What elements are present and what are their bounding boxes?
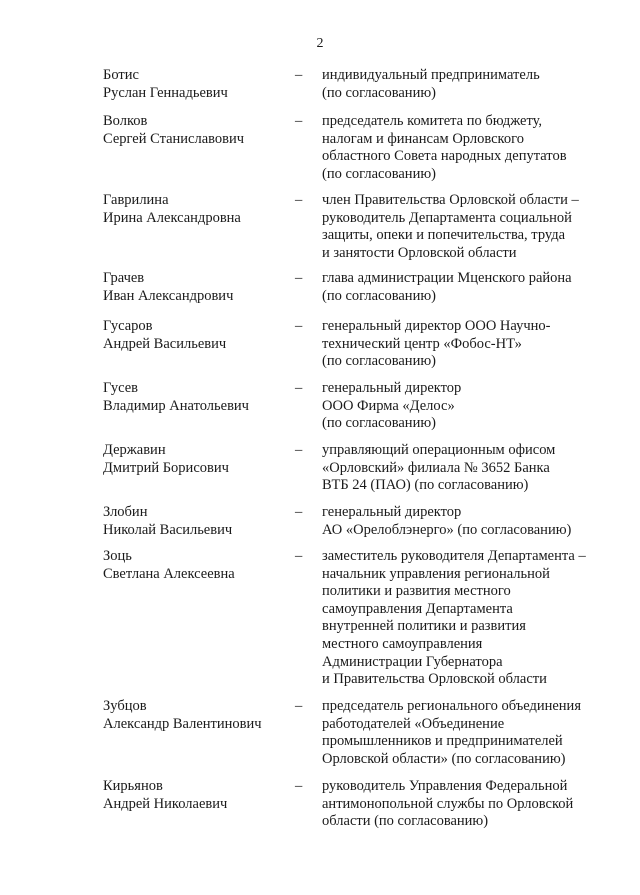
member-position [322, 548, 602, 689]
member-surname: Злобин [103, 504, 148, 520]
member-name [103, 778, 283, 813]
position-line: председатель регионального объединения [322, 698, 581, 714]
member-position [322, 192, 602, 262]
dash-separator: – [295, 504, 303, 520]
member-surname: Гусев [103, 380, 138, 396]
position-line: антимонопольной службы по Орловской [322, 795, 574, 812]
position-line: и Правительства Орловской области [322, 671, 547, 688]
dash-separator: – [295, 67, 303, 83]
position-line: (по согласованию) [322, 415, 436, 432]
dash-separator: – [295, 778, 303, 794]
page-number: 2 [316, 36, 324, 51]
position-line: (по согласованию) [322, 287, 436, 304]
position-line: глава администрации Мценского района [322, 270, 572, 286]
position-line: технический центр «Фобос-НТ» [322, 335, 522, 352]
position-line: налогам и финансам Орловского [322, 130, 524, 147]
position-line: управляющий операционным офисом [322, 442, 556, 458]
member-name [103, 67, 283, 102]
position-line: Орловской области» (по согласованию) [322, 750, 566, 767]
position-line: председатель комитета по бюджету, [322, 113, 543, 129]
member-name [103, 504, 283, 539]
position-line: руководитель Управления Федеральной [322, 778, 568, 794]
position-line: генеральный директор [322, 380, 462, 396]
position-line: генеральный директор [322, 504, 462, 520]
dash-separator: – [295, 380, 303, 396]
position-line: и занятости Орловской области [322, 244, 517, 261]
member-surname: Гусаров [103, 318, 153, 334]
position-line: руководитель Департамента социальной [322, 209, 572, 226]
position-line: области (по согласованию) [322, 813, 489, 830]
dash-separator: – [295, 318, 303, 334]
member-name [103, 442, 283, 477]
position-line: (по согласованию) [322, 353, 436, 370]
member-position [322, 67, 602, 102]
member-surname: Зоць [103, 548, 132, 564]
position-line: областного Совета народных депутатов [322, 148, 567, 165]
dash-separator: – [295, 270, 303, 286]
position-line: защиты, опеки и попечительства, труда [322, 227, 566, 244]
position-line: самоуправления Департамента [322, 600, 513, 617]
position-line: «Орловский» филиала № 3652 Банка [322, 459, 550, 476]
dash-separator: – [295, 548, 303, 564]
member-name [103, 270, 283, 305]
position-line: (по согласованию) [322, 165, 436, 182]
member-position [322, 778, 602, 831]
member-given-names: Александр Валентинович [103, 715, 262, 732]
member-surname: Зубцов [103, 698, 147, 714]
dash-separator: – [295, 442, 303, 458]
member-surname: Грачев [103, 270, 145, 286]
position-line: начальник управления региональной [322, 565, 550, 582]
member-given-names: Руслан Геннадьевич [103, 84, 228, 101]
position-line: внутренней политики и развития [322, 618, 526, 635]
member-position [322, 504, 602, 539]
position-line: ООО Фирма «Делос» [322, 397, 455, 414]
dash-separator: – [295, 113, 303, 129]
member-given-names: Владимир Анатольевич [103, 397, 249, 414]
member-given-names: Ирина Александровна [103, 209, 241, 226]
member-name [103, 192, 283, 227]
member-given-names: Дмитрий Борисович [103, 459, 229, 476]
position-line: АО «Орелоблэнерго» (по согласованию) [322, 521, 572, 538]
position-line: Администрации Губернатора [322, 653, 503, 670]
position-line: работодателей «Объединение [322, 715, 505, 732]
member-given-names: Николай Васильевич [103, 521, 233, 538]
member-given-names: Андрей Васильевич [103, 335, 227, 352]
position-line: индивидуальный предприниматель [322, 67, 540, 83]
member-given-names: Светлана Алексеевна [103, 565, 235, 582]
dash-separator: – [295, 698, 303, 714]
member-given-names: Андрей Николаевич [103, 795, 228, 812]
position-line: промышленников и предпринимателей [322, 733, 563, 750]
member-surname: Державин [103, 442, 166, 458]
position-line: ВТБ 24 (ПАО) (по согласованию) [322, 477, 529, 494]
position-line: член Правительства Орловской области – [322, 192, 579, 208]
dash-separator: – [295, 192, 303, 208]
member-position [322, 318, 602, 371]
member-position [322, 380, 602, 433]
member-surname: Ботис [103, 67, 139, 83]
member-name [103, 548, 283, 583]
member-given-names: Иван Александрович [103, 287, 234, 304]
member-name [103, 380, 283, 415]
member-surname: Волков [103, 113, 148, 129]
member-position [322, 270, 602, 305]
member-surname: Гаврилина [103, 192, 169, 208]
position-line: политики и развития местного [322, 583, 511, 600]
position-line: заместитель руководителя Департамента – [322, 548, 586, 564]
member-surname: Кирьянов [103, 778, 163, 794]
member-position [322, 698, 602, 768]
member-name [103, 318, 283, 353]
member-position [322, 113, 602, 183]
position-line: местного самоуправления [322, 635, 483, 652]
member-given-names: Сергей Станиславович [103, 130, 245, 147]
position-line: генеральный директор ООО Научно- [322, 318, 551, 334]
member-name [103, 698, 283, 733]
member-name [103, 113, 283, 148]
member-position [322, 442, 602, 495]
position-line: (по согласованию) [322, 84, 436, 101]
